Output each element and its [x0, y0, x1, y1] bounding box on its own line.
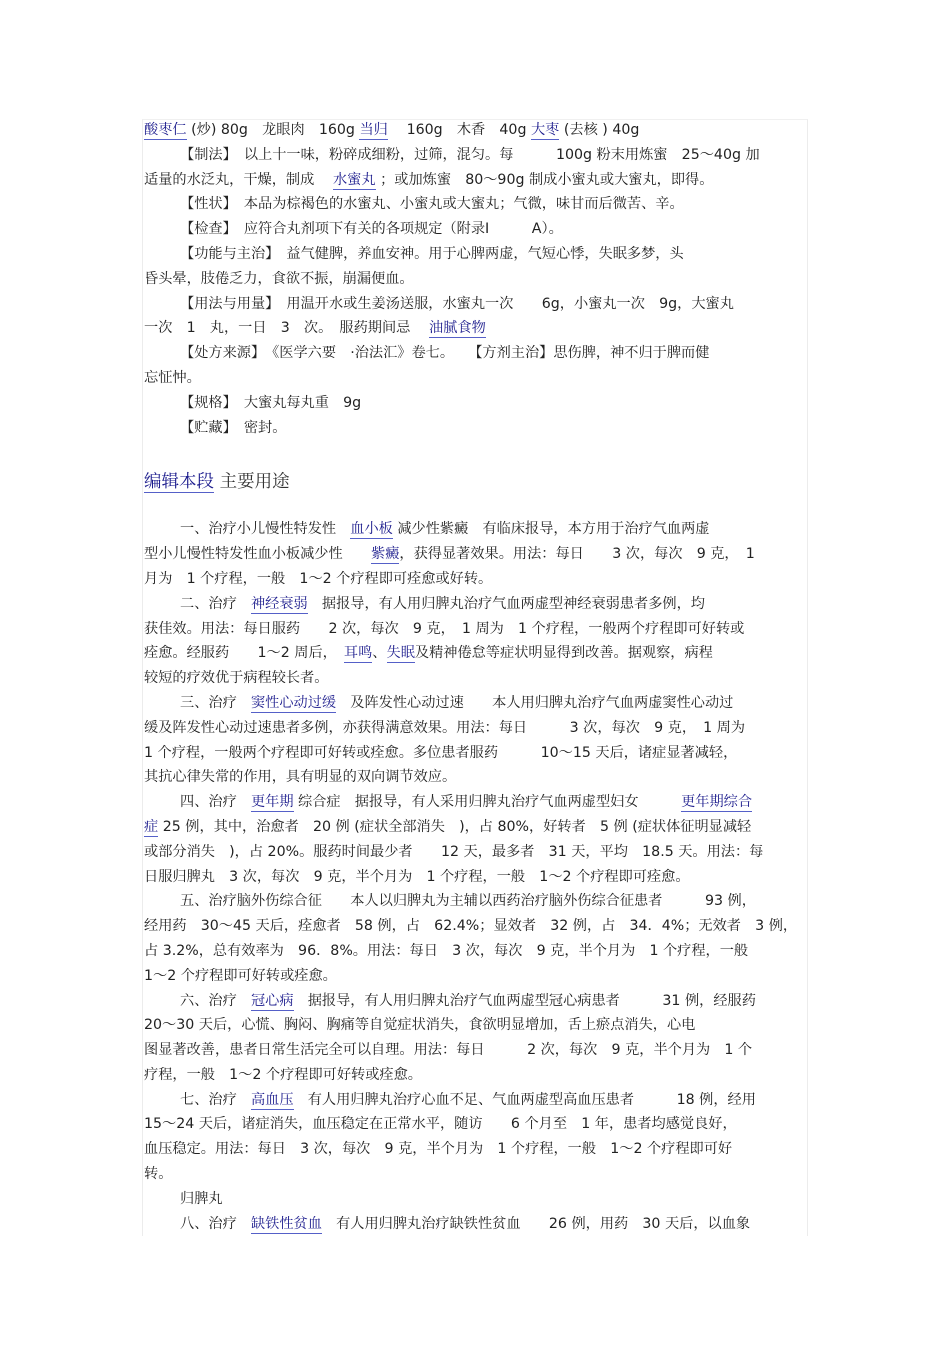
- link-zheng[interactable]: 症: [144, 818, 159, 835]
- use-line: [144, 1088, 806, 1113]
- link-gaoxueya[interactable]: 高血压: [250, 1091, 294, 1108]
- text: 六、治疗: [180, 992, 251, 1009]
- link-zidian[interactable]: 紫癜: [371, 546, 400, 563]
- spec-line: 【规格】 大蜜丸每丸重 9g: [180, 394, 362, 411]
- text: (炒) 80g 龙眼肉 160g: [191, 122, 355, 138]
- use-line: [144, 815, 806, 840]
- link-dazao[interactable]: 大枣: [530, 122, 560, 138]
- text: 型小儿慢性特发性血小板减少性: [144, 546, 372, 563]
- text: 有人用归脾丸治疗心血不足、气血两虚型高血压患者 18 例，经用: [293, 1091, 756, 1108]
- text: 一、治疗小儿慢性特发性: [180, 521, 351, 538]
- property-line: 【性状】 本品为棕褐色的水蜜丸、小蜜丸或大蜜丸；气微，味甘而后微苦、辛。: [180, 196, 684, 213]
- spacer: [144, 440, 806, 465]
- section-heading: [144, 465, 806, 499]
- link-guanxinbing[interactable]: 冠心病: [250, 992, 294, 1009]
- use-line: 日服归脾丸 3 次，每次 9 克，半个月为 1 个疗程，一般 1～2 个疗程即可痊愈。: [144, 868, 690, 885]
- text: 七、治疗: [180, 1091, 251, 1108]
- text: 据报导，有人用归脾丸治疗气血两虚型冠心病患者 31 例，经服药: [293, 992, 756, 1009]
- source-line: 【处方来源】 《医学六要 ·治法汇》卷七。 【方剂主治】思伤脾，神不归于脾而健: [180, 345, 710, 362]
- text: 有人用归脾丸治疗缺铁性贫血 26 例，用药 30 天后，以血象: [321, 1215, 751, 1232]
- use-line: [144, 542, 806, 567]
- link-suanzaoren[interactable]: 酸枣仁: [144, 122, 187, 138]
- use-line: 经用药 30～45 天后，痊愈者 58 例，占 62.4%；显效者 32 例，占 34．4%；无效者 3 例，: [144, 918, 798, 935]
- method-line: 【制法】 以上十一味，粉碎成细粉，过筛，混匀。每 100g 粉末用炼蜜 25～40g 加: [180, 146, 760, 163]
- text: 三、治疗: [180, 694, 251, 711]
- use-line: 缓及阵发性心动过速患者多例，亦获得满意效果。用法：每日 3 次，每次 9 克， 1 周为: [144, 719, 746, 736]
- use-line: [144, 592, 806, 617]
- text: ；或加炼蜜 80～90g 制成小蜜丸或大蜜丸，即得。: [380, 171, 714, 188]
- link-danggui[interactable]: 当归: [359, 122, 388, 138]
- use-line: 较短的疗效优于病程较长者。: [144, 670, 329, 687]
- text: 八、治疗: [180, 1215, 251, 1232]
- use-line: [144, 790, 806, 815]
- usage-line: 【用法与用量】 用温开水或生姜汤送服，水蜜丸一次 6g，小蜜丸一次 9g，大蜜丸: [180, 295, 734, 312]
- link-douxing-xindong-guohuan[interactable]: 窦性心动过缓: [250, 694, 337, 711]
- link-xuexiaoban[interactable]: 血小板: [350, 521, 393, 538]
- usage-line: [144, 316, 806, 341]
- function-line: 【功能与主治】 益气健脾，养血安神。用于心脾两虚，气短心悸，失眠多梦，头: [180, 245, 684, 262]
- use-line: [144, 989, 806, 1014]
- method-line: [144, 168, 806, 193]
- text: 、: [372, 645, 387, 662]
- link-shimian[interactable]: 失眠: [386, 645, 415, 662]
- use-line: 其抗心律失常的作用，具有明显的双向调节效应。: [144, 769, 457, 786]
- edit-section-link[interactable]: 编辑本段: [144, 472, 214, 493]
- recipe-line: [144, 118, 806, 143]
- link-youni-shiwu[interactable]: 油腻食物: [429, 320, 486, 337]
- use-line: 月为 1 个疗程，一般 1～2 个疗程即可痊愈或好转。: [144, 570, 493, 587]
- use-line: 15～24 天后，诸症消失，血压稳定在正常水平，随访 6 个月至 1 年，患者均感觉良好，: [144, 1116, 737, 1133]
- link-gengnianqi-zonghe[interactable]: 更年期综合: [681, 794, 753, 811]
- use-line: [144, 1212, 806, 1237]
- text: 四、治疗: [180, 794, 251, 811]
- inspection-line: 【检查】 应符合丸剂项下有关的各项规定（附录Ⅰ A）。: [180, 221, 563, 238]
- link-shuimiwan[interactable]: 水蜜丸: [332, 171, 376, 188]
- use-line: 获佳效。用法：每日服药 2 次，每次 9 克， 1 周为 1 个疗程，一般两个疗程即可好转或: [144, 620, 745, 637]
- text: 160g 木香 40g: [392, 122, 527, 138]
- use-line: 20～30 天后，心慌、胸闷、胸痛等自觉症状消失，食欲明显增加，舌上瘀点消失，心电: [144, 1017, 696, 1034]
- use-line: 占 3.2%，总有效率为 96．8%。用法：每日 3 次，每次 9 克，半个月为 1 个疗程，一般: [144, 942, 749, 959]
- use-line: 五、治疗脑外伤综合征 本人以归脾丸为主辅以西药治疗脑外伤综合征患者 93 例，: [180, 893, 756, 910]
- link-erming[interactable]: 耳鸣: [343, 645, 373, 662]
- storage-line: 【贮藏】 密封。: [180, 419, 287, 436]
- use-line: 图显著改善，患者日常生活完全可以自理。用法：每日 2 次，每次 9 克，半个月为 1 个: [144, 1042, 753, 1059]
- use-line: 1 个疗程，一般两个疗程即可好转或痊愈。多位患者服药 10～15 天后，诸症显著减轻，: [144, 744, 738, 761]
- use-line: [144, 691, 806, 716]
- use-line: 1～2 个疗程即可好转或痊愈。: [144, 967, 337, 984]
- text: 及阵发性心动过速 本人用归脾丸治疗气血两虚窦性心动过: [336, 694, 734, 711]
- use-line: [144, 517, 806, 542]
- use-line: 或部分消失 )，占 20%。服药时间最少者 12 天，最多者 31 天，平均 18.5 天。用法：每: [144, 843, 764, 860]
- use-line: 归脾丸: [180, 1190, 223, 1207]
- text: ，获得显著效果。用法：每日 3 次，每次 9 克， 1: [399, 546, 755, 563]
- function-line: 昏头晕，肢倦乏力，食欲不振，崩漏便血。: [144, 270, 414, 287]
- link-shenjing-shuairuo[interactable]: 神经衰弱: [250, 595, 308, 612]
- link-quetiexing-pinxue[interactable]: 缺铁性贫血: [250, 1215, 322, 1232]
- text: 25 例，其中，治愈者 20 例 (症状全部消失 )，占 80%，好转者 5 例 (症状体征明显减轻: [158, 818, 752, 835]
- text: 痊愈。经服药 1～2 周后，: [144, 645, 344, 662]
- section-title: 主要用途: [214, 472, 290, 493]
- use-line: 转。: [144, 1166, 173, 1183]
- use-line: 疗程，一般 1～2 个疗程即可好转或痊愈。: [144, 1066, 422, 1083]
- text: 据报导，有人用归脾丸治疗气血两虚型神经衰弱患者多例，均: [307, 595, 705, 612]
- use-line: [144, 641, 806, 666]
- use-line: 血压稳定。用法：每日 3 次，每次 9 克，半个月为 1 个疗程，一般 1～2 个疗程即可好: [144, 1141, 733, 1158]
- text: 一次 1 丸，一日 3 次。 服药期间忌: [144, 320, 425, 337]
- text: (去核 ) 40g: [563, 122, 640, 138]
- text: 及精神倦怠等症状明显得到改善。据观察，病程: [414, 645, 713, 662]
- link-gengnianqi[interactable]: 更年期: [250, 794, 294, 811]
- spacer: [144, 499, 806, 517]
- text: 减少性紫癜 有临床报导，本方用于治疗气血两虚: [392, 521, 710, 538]
- document-body: [144, 118, 806, 1236]
- source-line: 忘怔忡。: [144, 369, 201, 386]
- text: 综合症 据报导，有人采用归脾丸治疗气血两虚型妇女: [293, 794, 682, 811]
- text: 适量的水泛丸，干燥，制成: [144, 171, 329, 188]
- text: 二、治疗: [180, 595, 251, 612]
